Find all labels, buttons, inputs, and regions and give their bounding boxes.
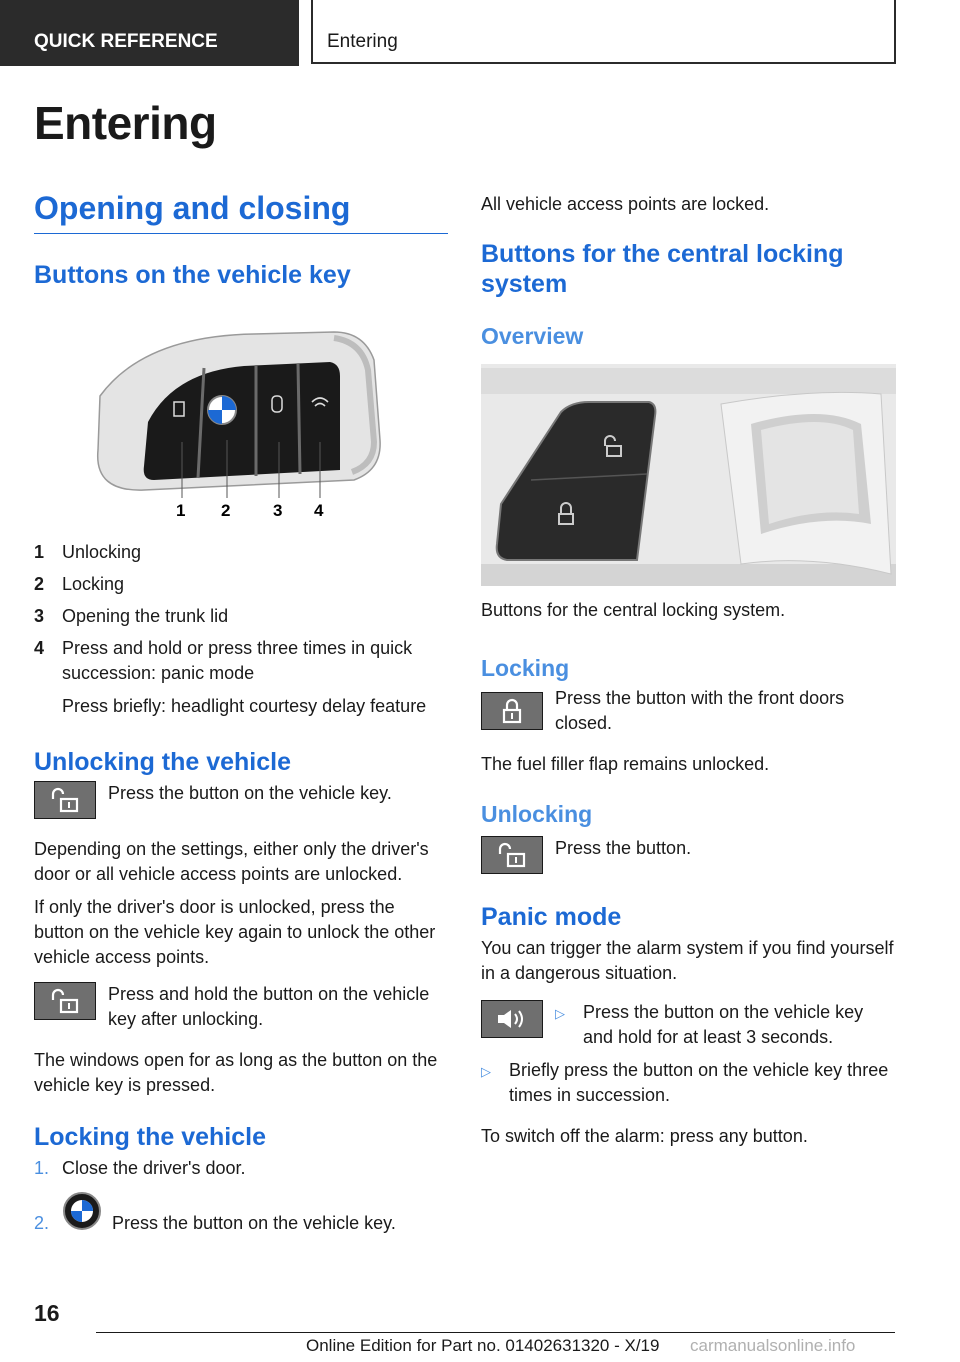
fuel-flap-note: The fuel filler flap remains unlocked. bbox=[481, 754, 770, 774]
unlocking-heading: Unlocking the vehicle bbox=[34, 748, 292, 776]
lock-icon bbox=[481, 692, 543, 730]
speaker-icon bbox=[481, 1000, 543, 1038]
chapter-tab: Entering bbox=[311, 0, 896, 64]
unlock-icon bbox=[481, 836, 543, 874]
edition-note: Online Edition for Part no. 01402631320 - X/19 bbox=[306, 1336, 660, 1355]
unlock-instruction bbox=[34, 781, 448, 821]
page-number: 16 bbox=[34, 1300, 60, 1326]
left-column bbox=[34, 190, 448, 1237]
unlock-step-text: Press the button on the vehicle key. bbox=[108, 783, 392, 803]
bmw-logo-icon bbox=[62, 1191, 102, 1231]
windows-paragraph: The windows open for as long as the button on the vehicle key is pressed. bbox=[34, 1050, 438, 1095]
alarm-off-text: To switch off the alarm: press any button. bbox=[481, 1126, 808, 1146]
key-button-list bbox=[34, 540, 448, 719]
illustration-caption: Buttons for the central locking system. bbox=[481, 600, 786, 620]
unlock-hold-instruction bbox=[34, 982, 448, 1032]
unlock-paragraph: Depending on the settings, either only the driver's door or all vehicle access points are unlocked. bbox=[34, 839, 429, 884]
panic-mode-heading: Panic mode bbox=[481, 903, 622, 931]
unlocking-heading: Unlocking bbox=[481, 801, 593, 827]
list-item: 2. Press the button on the vehicle key. bbox=[34, 1197, 448, 1237]
list-item: 4 Press and hold or press three times in quick succession: panic mode Press briefly: headlight courtesy delay feature bbox=[34, 638, 427, 716]
watermark: carmanualsonline.info bbox=[690, 1336, 856, 1355]
central-locking-illustration bbox=[481, 364, 896, 586]
key-callout-4: 4 bbox=[314, 501, 324, 520]
locking-heading: Locking bbox=[481, 655, 570, 681]
central-locking-heading: Buttons for the central locking system bbox=[481, 240, 844, 298]
unlock-icon bbox=[34, 982, 96, 1020]
right-column bbox=[481, 192, 896, 1149]
unlock-hold-text: Press and hold the button on the vehicle key after unlocking. bbox=[108, 984, 430, 1029]
panic-intro: You can trigger the alarm system if you find yourself in a dangerous situation. bbox=[481, 938, 894, 983]
locking-vehicle-heading: Locking the vehicle bbox=[34, 1123, 267, 1151]
list-item: ▷ Press the button on the vehicle key and hold for at least 3 seconds. bbox=[555, 1002, 864, 1047]
unlocking-text: Press the button. bbox=[555, 838, 692, 858]
locking-text: Press the button with the front doors closed. bbox=[555, 688, 845, 733]
section-heading: Opening and closing bbox=[34, 190, 448, 234]
key-buttons-heading: Buttons on the vehicle key bbox=[34, 261, 351, 289]
unlock-icon bbox=[34, 781, 96, 819]
locking-instruction bbox=[481, 686, 896, 736]
section-label: QUICK REFERENCE bbox=[0, 0, 299, 66]
panic-instruction bbox=[481, 1000, 896, 1050]
overview-heading: Overview bbox=[481, 323, 584, 349]
triangle-bullet-icon: ▷ bbox=[481, 1064, 491, 1079]
page-header bbox=[0, 0, 896, 66]
unlock-paragraph: If only the driver's door is unlocked, press the button on the vehicle key again to unlock the other vehicle access points. bbox=[34, 897, 436, 967]
lock-steps bbox=[34, 1156, 448, 1237]
footer-divider bbox=[96, 1332, 895, 1333]
key-callout-2: 2 bbox=[221, 501, 231, 520]
key-callout-1: 1 bbox=[176, 501, 186, 520]
page-title: Entering bbox=[34, 97, 217, 149]
list-item: 3 Opening the trunk lid bbox=[34, 606, 229, 626]
list-item: ▷ Briefly press the button on the vehicle key three times in succession. bbox=[481, 1060, 889, 1105]
vehicle-key-illustration bbox=[34, 330, 448, 520]
lock-result-text: All vehicle access points are locked. bbox=[481, 194, 770, 214]
unlocking-instruction bbox=[481, 836, 896, 878]
list-item: 2 Locking bbox=[34, 574, 125, 594]
list-item: 1 Unlocking bbox=[34, 542, 142, 562]
key-callout-3: 3 bbox=[273, 501, 283, 520]
triangle-bullet-icon: ▷ bbox=[555, 1006, 565, 1021]
list-item: 1. Close the driver's door. bbox=[34, 1158, 246, 1178]
